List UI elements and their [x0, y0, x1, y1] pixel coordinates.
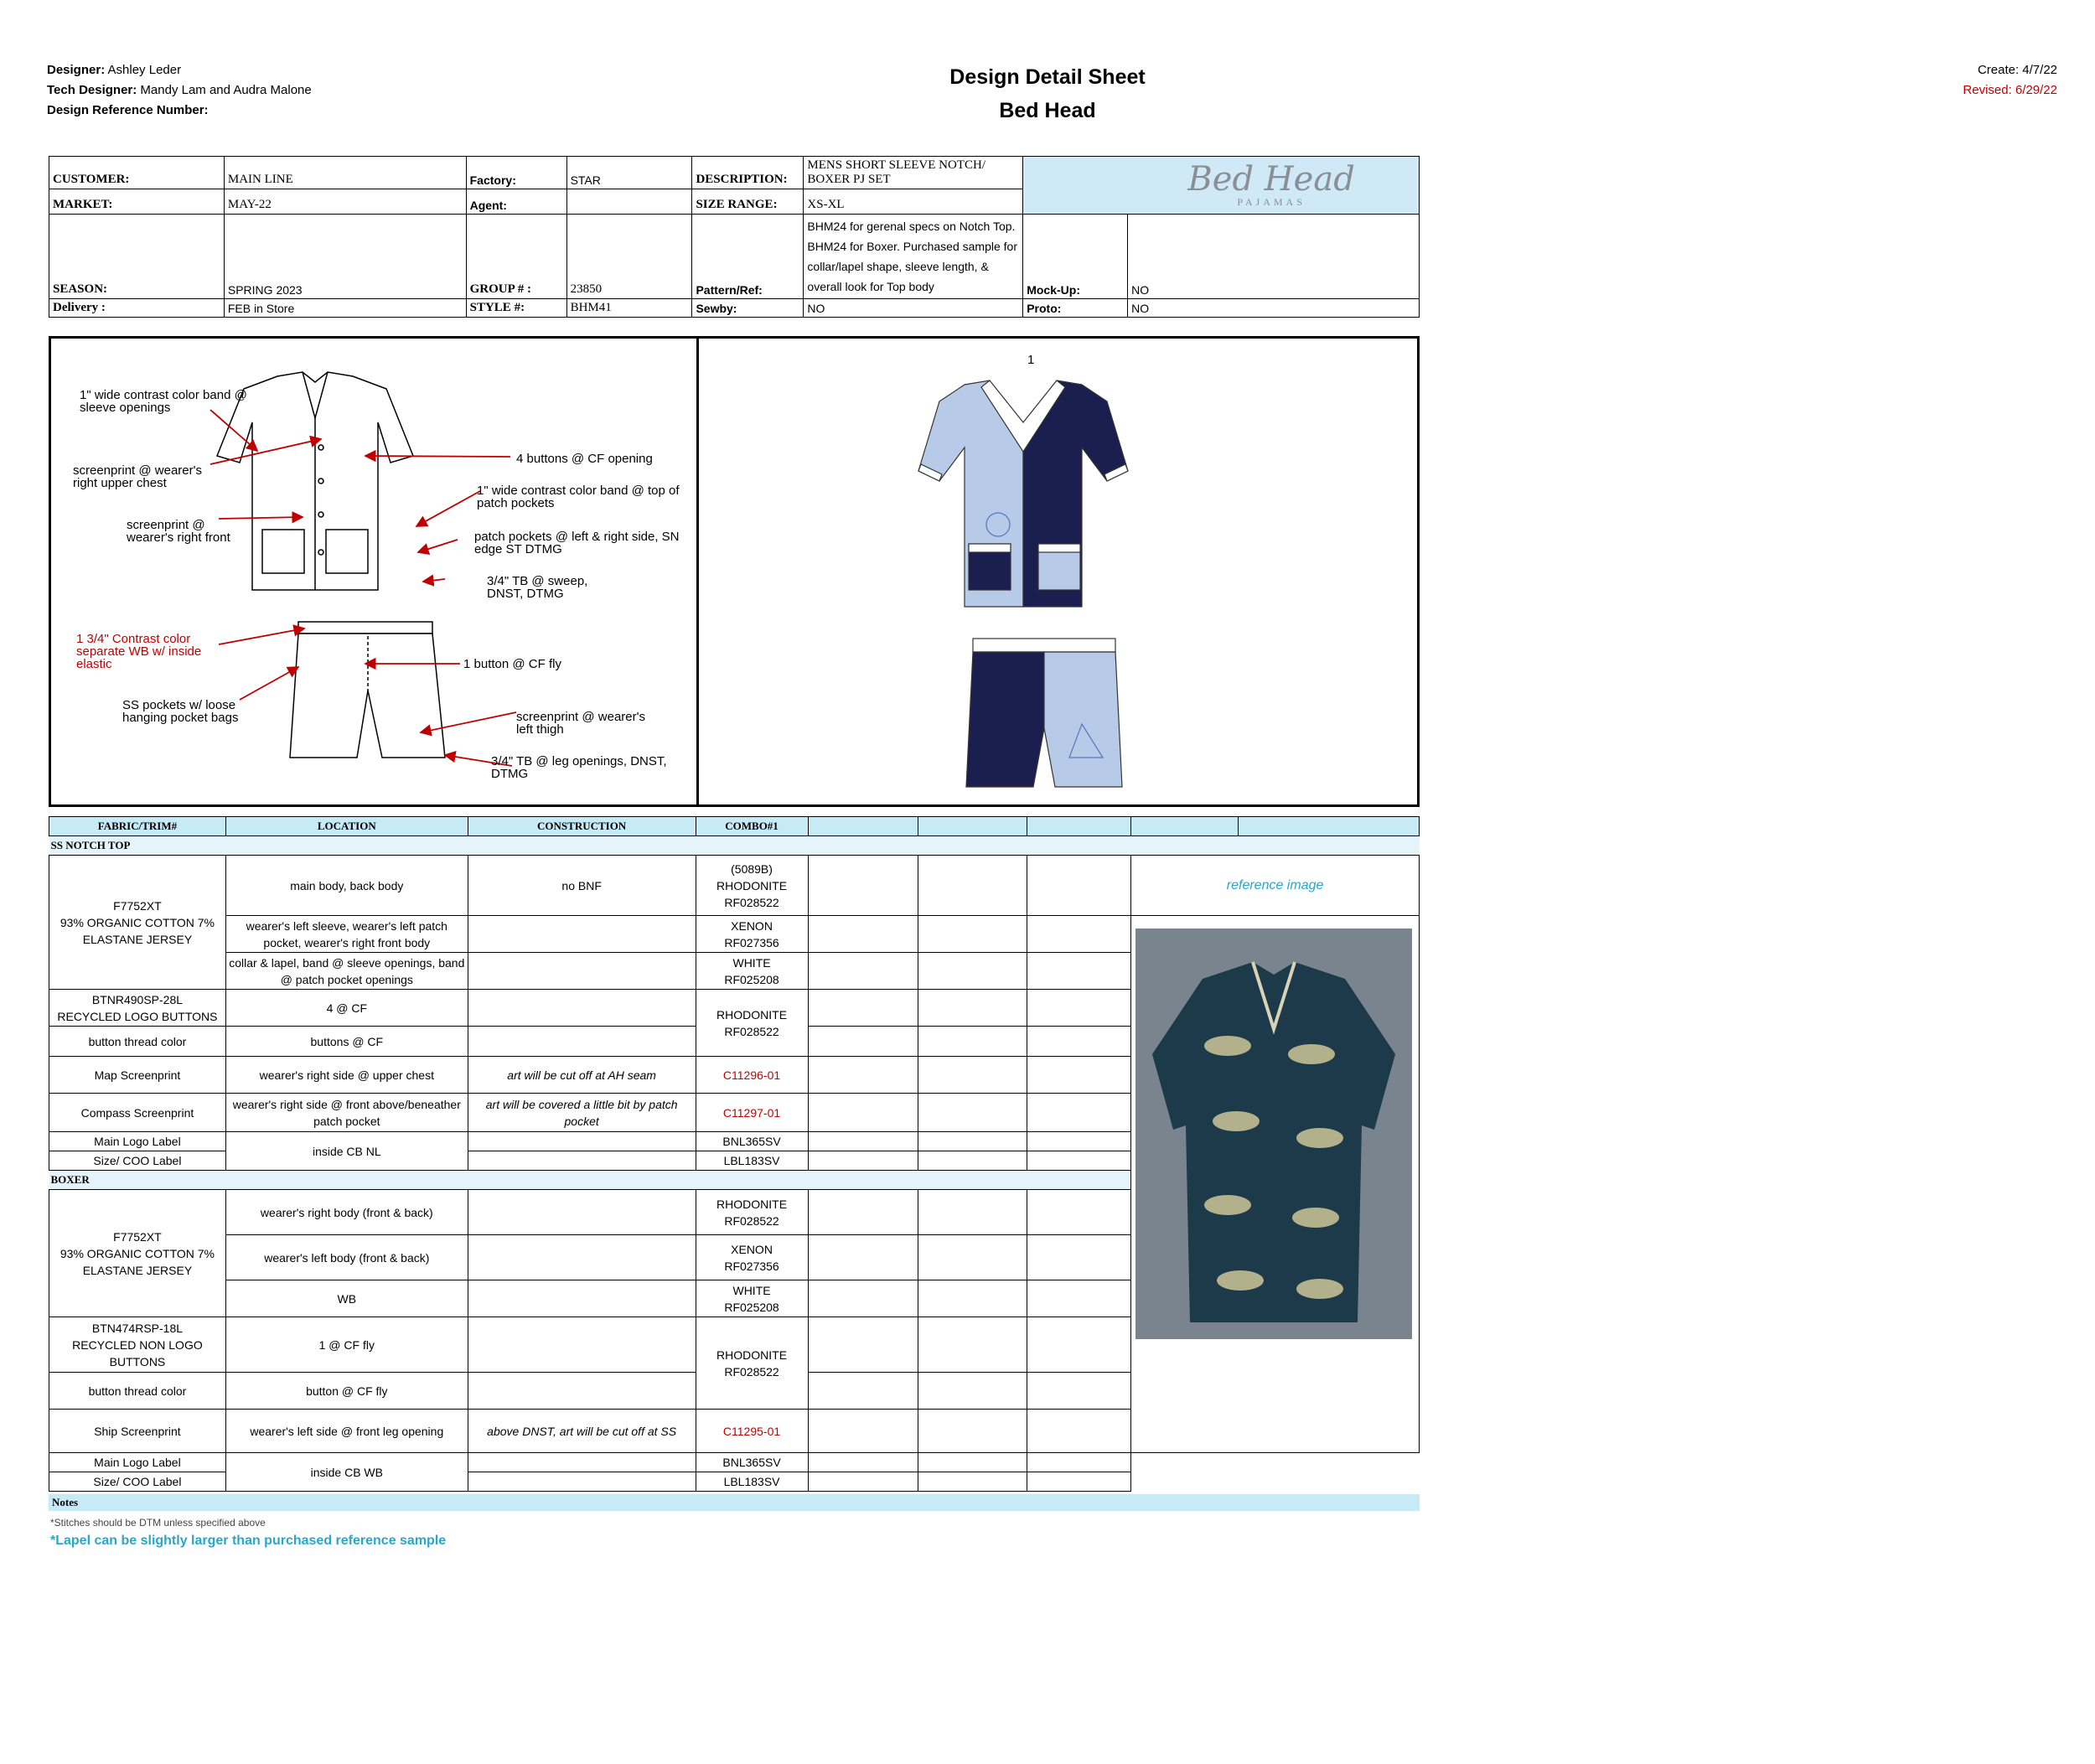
notes-header: Notes: [49, 1494, 1420, 1511]
top-r3-location: collar & lapel, band @ sleeve openings, band @ patch pocket openings: [225, 953, 468, 990]
dates-block: [1963, 60, 2057, 101]
boxer-r8-fabric: Size/ COO Label: [49, 1472, 226, 1492]
colorway-render: [906, 372, 1174, 799]
table-row-boxer-fabric: F7752XT 93% ORGANIC COTTON 7% ELASTANE JERSEY: [49, 1190, 226, 1317]
annotation-sweep-tb: 3/4" TB @ sweep, DNST, DTMG: [487, 574, 588, 601]
mockup-label: Mock-Up:: [1023, 215, 1128, 299]
top-r7-fabric: Compass Screenprint: [49, 1094, 226, 1132]
boxer-r5-fabric: button thread color: [49, 1373, 226, 1410]
group-value: 23850: [566, 215, 692, 299]
designer-name: Ashley Leder: [107, 63, 182, 77]
annotation-buttons: 4 buttons @ CF opening: [516, 452, 653, 466]
sketch-divider: [696, 339, 699, 804]
reference-shirt-image: [1135, 929, 1412, 1339]
annotation-right-front-print: screenprint @ wearer's right front: [127, 518, 230, 545]
pattern-ref-value: BHM24 for gerenal specs on Notch Top. BHM24 for Boxer. Purchased sample for collar/lapel shape, sleeve length, & overall look for Top body: [804, 215, 1023, 299]
delivery-label: Delivery :: [49, 299, 225, 318]
top-r7-combo: C11297-01: [696, 1094, 808, 1132]
boxer-r3-combo: WHITE RF025208: [696, 1280, 808, 1317]
top-buttons-combo: RHODONITE RF028522: [696, 990, 808, 1057]
table-row-top-fabric: F7752XT 93% ORGANIC COTTON 7% ELASTANE JERSEY: [49, 856, 226, 990]
description-value: MENS SHORT SLEEVE NOTCH/ BOXER PJ SET: [804, 157, 1023, 189]
boxer-r1-location: wearer's right body (front & back): [225, 1190, 468, 1235]
note-stitches: *Stitches should be DTM unless specified above: [50, 1517, 266, 1529]
annotation-patch-pockets: patch pockets @ left & right side, SN edge ST DTMG: [474, 530, 680, 556]
boxer-r6-fabric: Ship Screenprint: [49, 1410, 226, 1453]
brand-logo: [1023, 157, 1420, 215]
season-value: SPRING 2023: [224, 215, 466, 299]
boxer-r4-fabric: BTN474RSP-18L RECYCLED NON LOGO BUTTONS: [49, 1317, 226, 1373]
mockup-value: NO: [1128, 215, 1420, 299]
shirt-render: [918, 380, 1128, 607]
top-r4-fabric: BTNR490SP-28L RECYCLED LOGO BUTTONS: [49, 990, 226, 1027]
boxer-r1-combo: RHODONITE RF028522: [696, 1190, 808, 1235]
reference-image-label: reference image: [1131, 856, 1420, 916]
info-table: [49, 156, 1420, 318]
sewby-label: Sewby:: [692, 299, 804, 318]
logo-subtext: PAJAMAS: [1237, 195, 1306, 208]
pattern-ref-label: Pattern/Ref:: [692, 215, 804, 299]
customer-value: MAIN LINE: [224, 157, 466, 189]
boxer-r2-combo: XENON RF027356: [696, 1235, 808, 1280]
logo-text: Bed Head: [1187, 159, 1355, 199]
col-location: LOCATION: [225, 817, 468, 836]
group-label: GROUP # :: [466, 215, 566, 299]
top-r5-fabric: button thread color: [49, 1027, 226, 1057]
boxer-r6-construction: above DNST, art will be cut off at SS: [468, 1410, 696, 1453]
season-label: SEASON:: [49, 215, 225, 299]
boxer-r6-location: wearer's left side @ front leg opening: [225, 1410, 468, 1453]
tech-designer-name: Mandy Lam and Audra Malone: [140, 83, 312, 97]
note-lapel: *Lapel can be slightly larger than purchased reference sample: [50, 1534, 447, 1548]
annotation-thigh-print: screenprint @ wearer's left thigh: [516, 710, 645, 737]
top-r6-location: wearer's right side @ upper chest: [225, 1057, 468, 1094]
boxer-r7-combo: BNL365SV: [696, 1453, 808, 1472]
annotation-sleeve-band: 1" wide contrast color band @ sleeve openings: [80, 388, 247, 415]
size-range-value: XS-XL: [804, 189, 1023, 215]
style-label: STYLE #:: [466, 299, 566, 318]
style-value: BHM41: [566, 299, 692, 318]
top-r6-combo: C11296-01: [696, 1057, 808, 1094]
boxer-label-location: inside CB WB: [225, 1453, 468, 1492]
revised-date: Revised: 6/29/22: [1963, 83, 2057, 97]
annotation-leg-tb: 3/4" TB @ leg openings, DNST, DTMG: [491, 754, 667, 781]
designer-label: Designer:: [47, 63, 106, 77]
market-value: MAY-22: [224, 189, 466, 215]
boxer-r5-location: button @ CF fly: [225, 1373, 468, 1410]
boxer-r7-fabric: Main Logo Label: [49, 1453, 226, 1472]
annotation-fly-button: 1 button @ CF fly: [463, 657, 561, 671]
boxer-r2-location: wearer's left body (front & back): [225, 1235, 468, 1280]
top-r9-fabric: Size/ COO Label: [49, 1151, 226, 1171]
designer-block: [47, 60, 312, 121]
colorway-number: 1: [1027, 353, 1035, 367]
col-construction: CONSTRUCTION: [468, 817, 696, 836]
top-r7-location: wearer's right side @ front above/beneather patch pocket: [225, 1094, 468, 1132]
top-r1-combo: (5089B) RHODONITE RF028522: [696, 856, 808, 916]
annotation-waistband: 1 3/4" Contrast color separate WB w/ inside elastic: [76, 632, 202, 671]
top-r3-combo: WHITE RF025208: [696, 953, 808, 990]
annotation-ss-pockets: SS pockets w/ loose hanging pocket bags: [122, 698, 239, 725]
top-r8-combo: BNL365SV: [696, 1132, 808, 1151]
boxer-buttons-combo: RHODONITE RF028522: [696, 1317, 808, 1410]
page-title: [880, 60, 1215, 127]
boxer-flat: [290, 622, 445, 758]
market-label: MARKET:: [49, 189, 225, 215]
factory-label: Factory:: [466, 157, 566, 189]
boxer-r3-location: WB: [225, 1280, 468, 1317]
create-date: Create: 4/7/22: [1977, 63, 2057, 77]
top-r5-location: buttons @ CF: [225, 1027, 468, 1057]
delivery-value: FEB in Store: [224, 299, 466, 318]
boxer-r8-combo: LBL183SV: [696, 1472, 808, 1492]
description-label: DESCRIPTION:: [692, 157, 804, 189]
top-r2-location: wearer's left sleeve, wearer's left patch pocket, wearer's right front body: [225, 916, 468, 953]
tech-designer-label: Tech Designer:: [47, 83, 137, 97]
top-r6-construction: art will be cut off at AH seam: [468, 1057, 696, 1094]
title-line-1: Design Detail Sheet: [949, 65, 1146, 89]
col-combo1: COMBO#1: [696, 817, 808, 836]
col-fabric-trim: FABRIC/TRIM#: [49, 817, 226, 836]
title-line-2: Bed Head: [999, 99, 1096, 122]
section-boxer: BOXER: [49, 1171, 1131, 1190]
proto-label: Proto:: [1023, 299, 1128, 318]
design-reference-label: Design Reference Number:: [47, 103, 209, 117]
top-r7-construction: art will be covered a little bit by patch pocket: [468, 1094, 696, 1132]
top-r1-location: main body, back body: [225, 856, 468, 916]
factory-value: STAR: [566, 157, 692, 189]
size-range-label: SIZE RANGE:: [692, 189, 804, 215]
section-ss-notch-top: SS NOTCH TOP: [49, 836, 1420, 856]
agent-label: Agent:: [466, 189, 566, 215]
boxer-render: [966, 639, 1122, 787]
customer-label: CUSTOMER:: [49, 157, 225, 189]
sketch-panel: [49, 336, 1420, 807]
top-r8-fabric: Main Logo Label: [49, 1132, 226, 1151]
agent-value: [566, 189, 692, 215]
proto-value: NO: [1128, 299, 1420, 318]
top-label-location: inside CB NL: [225, 1132, 468, 1171]
top-r2-combo: XENON RF027356: [696, 916, 808, 953]
boxer-r6-combo: C11295-01: [696, 1410, 808, 1453]
annotation-upper-chest-print: screenprint @ wearer's right upper chest: [73, 463, 202, 490]
top-r9-combo: LBL183SV: [696, 1151, 808, 1171]
top-r4-location: 4 @ CF: [225, 990, 468, 1027]
annotation-pocket-band: 1" wide contrast color band @ top of patch pockets: [477, 484, 680, 510]
reference-photo: [1135, 929, 1412, 1339]
sewby-value: NO: [804, 299, 1023, 318]
top-r1-construction: no BNF: [468, 856, 696, 916]
boxer-r4-location: 1 @ CF fly: [225, 1317, 468, 1373]
top-r6-fabric: Map Screenprint: [49, 1057, 226, 1094]
